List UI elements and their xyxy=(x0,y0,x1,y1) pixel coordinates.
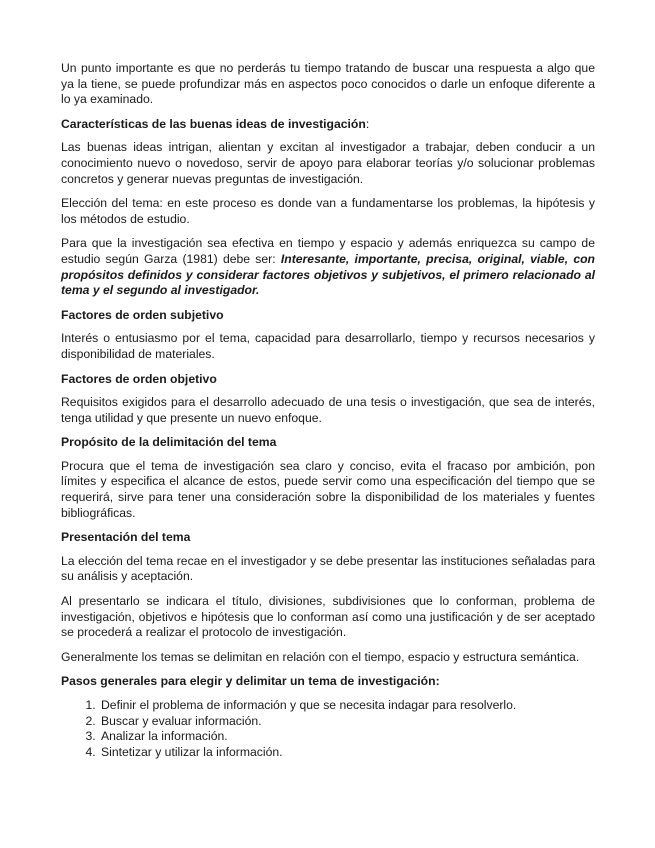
heading-caracteristicas-text: Características de las buenas ideas de investigación xyxy=(61,116,366,131)
steps-list xyxy=(61,698,595,760)
list-item: 2. Buscar y evaluar información. xyxy=(99,714,595,730)
presentacion-paragraph-2: Al presentarlo se indicara el título, divisiones, subdivisiones que lo conforman, problema de investigación, objetivos e hipótesis que lo conforman así como una justificación y de ser aceptado se procederá a realizar el protocolo de investigación. xyxy=(61,594,595,640)
efectiva-paragraph xyxy=(61,236,595,298)
eleccion-paragraph: Elección del tema: en este proceso es donde van a fundamentarse los problemas, la hipótesis y los métodos de estudio. xyxy=(61,196,595,226)
subjetivo-paragraph: Interés o entusiasmo por el tema, capacidad para desarrollarlo, tiempo y recursos necesarios y disponibilidad de materiales. xyxy=(61,331,595,361)
presentacion-paragraph-1: La elección del tema recae en el investigador y se debe presentar las instituciones señaladas para su análisis y aceptación. xyxy=(61,553,595,584)
heading-pasos: Pasos generales para elegir y delimitar un tema de investigación: xyxy=(61,674,440,689)
presentacion-paragraph-3: Generalmente los temas se delimitan en relación con el tiempo, espacio y estructura semántica. xyxy=(61,649,580,664)
list-item: 3. Analizar la información. xyxy=(99,729,595,745)
heading-objetivo: Factores de orden objetivo xyxy=(61,371,217,386)
efectiva-emphasis-text: Interesante, importante, precisa, original, viable, con propósitos definidos y considerar factores objetivos y subjetivos, el primero relacionado al tema y el segundo al investigador. xyxy=(61,251,596,298)
heading-proposito: Propósito de la delimitación del tema xyxy=(61,435,277,450)
objetivo-paragraph: Requisitos exigidos para el desarrollo adecuado de una tesis o investigación, que sea de interés, tenga utilidad y que presente un nuevo enfoque. xyxy=(61,395,595,425)
caracteristicas-paragraph: Las buenas ideas intrigan, alientan y excitan al investigador a trabajar, deben conducir a un conocimiento nuevo o novedoso, servir de apoyo para elaborar teorías y/o solucionar problemas concretos y generar nuevas preguntas de investigación. xyxy=(61,140,595,186)
document-page xyxy=(61,61,595,760)
list-item: 4. Sintetizar y utilizar la información. xyxy=(99,745,595,761)
efectiva-plain-text: Para que la investigación sea efectiva en tiempo y espacio y además enriquezca su campo de estudio según Garza (1981) debe ser: xyxy=(61,236,595,266)
proposito-paragraph: Procura que el tema de investigación sea claro y conciso, evita el fracaso por ambición, pon límites y especifica el alcance de estos, puede servir como una especificación del tiempo que se requerirá, sirve para tener una consideración sobre la disponibilidad de los materiales y fuentes bibliográficas. xyxy=(61,458,595,520)
list-item: 1. Definir el problema de información y que se necesita indagar para resolverlo. xyxy=(99,698,595,714)
heading-subjetivo: Factores de orden subjetivo xyxy=(61,307,224,322)
intro-paragraph: Un punto importante es que no perderás tu tiempo tratando de buscar una respuesta a algo que ya la tiene, se puede profundizar más en aspectos poco conocidos o darle un enfoque diferente a lo ya examinado. xyxy=(61,61,595,107)
heading-caracteristicas-colon: : xyxy=(365,116,370,131)
heading-caracteristicas xyxy=(61,117,595,133)
heading-presentacion: Presentación del tema xyxy=(61,530,191,545)
